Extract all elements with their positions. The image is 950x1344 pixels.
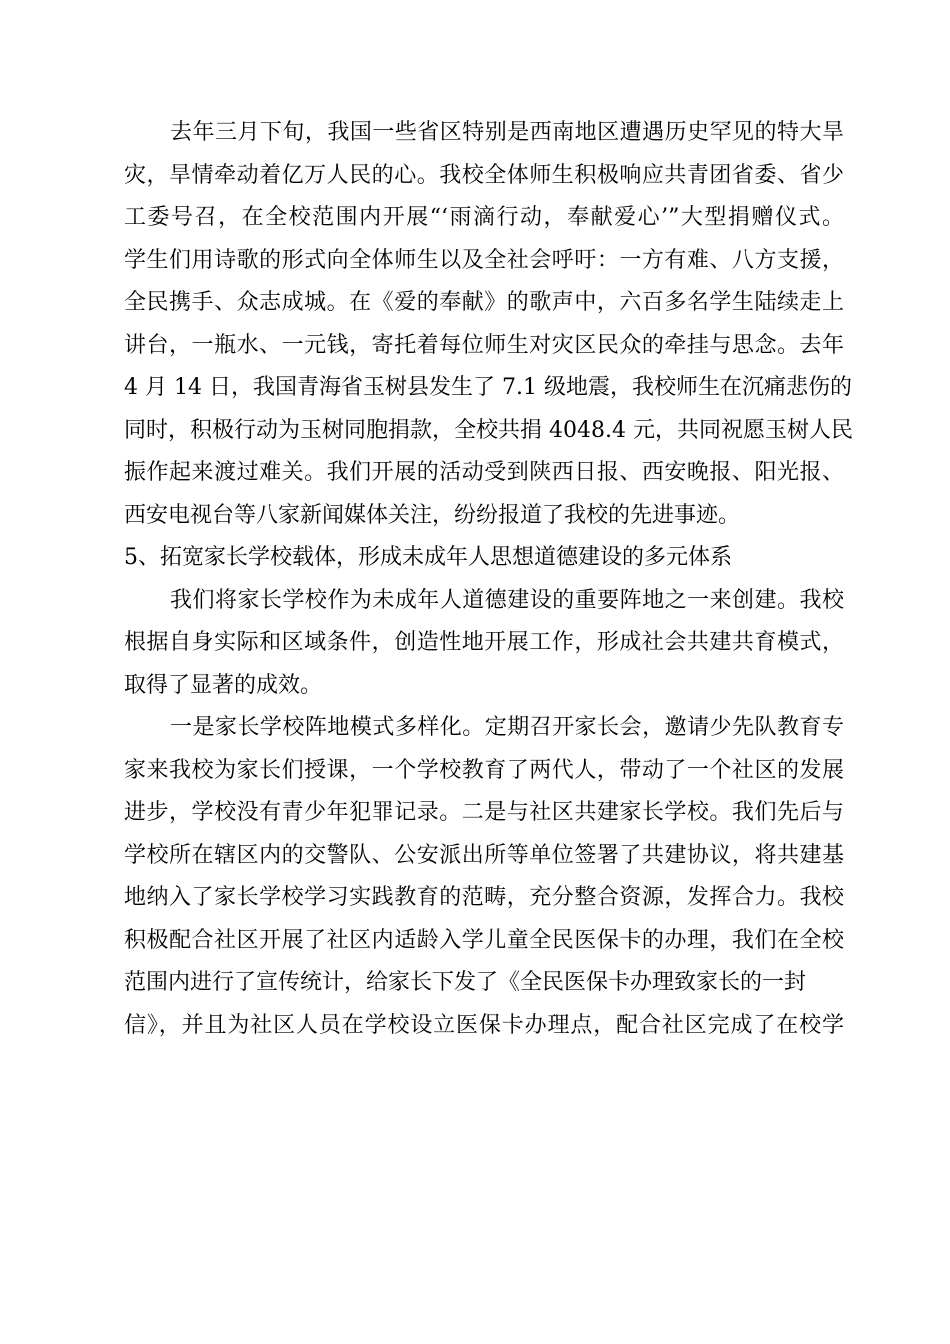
paragraph-line: 学生们用诗歌的形式向全体师生以及全社会呼吁：一方有难、八方支援， bbox=[124, 247, 844, 273]
paragraph-line: 同时，积极行动为玉树同胞捐款，全校共捐 4048.4 元，共同祝愿玉树人民 bbox=[124, 417, 853, 443]
document-body bbox=[124, 112, 853, 1047]
paragraph-line: 家来我校为家长们授课，一个学校教育了两代人，带动了一个社区的发展 bbox=[124, 757, 844, 783]
paragraph-line: 一是家长学校阵地模式多样化。定期召开家长会，邀请少先队教育专 bbox=[170, 715, 844, 740]
paragraph-line: 积极配合社区开展了社区内适龄入学儿童全民医保卡的办理，我们在全校 bbox=[124, 927, 844, 953]
paragraph-line: 4 月 14 日，我国青海省玉树县发生了 7.1 级地震，我校师生在沉痛悲伤的 bbox=[124, 375, 852, 400]
paragraph-line: 进步，学校没有青少年犯罪记录。二是与社区共建家长学校。我们先后与 bbox=[124, 800, 844, 825]
paragraph-line: 信》，并且为社区人员在学校设立医保卡办理点，配合社区完成了在校学 bbox=[124, 1012, 844, 1038]
section-heading: 5、拓宽家长学校载体，形成未成年人思想道德建设的多元体系 bbox=[124, 545, 732, 570]
paragraph-line: 取得了显著的成效。 bbox=[124, 672, 323, 698]
paragraph-line: 去年三月下旬，我国一些省区特别是西南地区遭遇历史罕见的特大旱 bbox=[170, 120, 844, 145]
paragraph-line: 全民携手、众志成城。在《爱的奉献》的歌声中，六百多名学生陆续走上 bbox=[124, 290, 844, 315]
paragraph-line: 工委号召，在全校范围内开展“‘雨滴行动，奉献爱心’”大型捐赠仪式。 bbox=[124, 205, 844, 230]
paragraph-line: 地纳入了家长学校学习实践教育的范畴，充分整合资源，发挥合力。我校 bbox=[124, 885, 844, 910]
paragraph-line: 根据自身实际和区域条件，创造性地开展工作，形成社会共建共育模式， bbox=[124, 630, 844, 655]
paragraph-line: 范围内进行了宣传统计，给家长下发了《全民医保卡办理致家长的一封 bbox=[124, 970, 807, 995]
paragraph-line: 灾，旱情牵动着亿万人民的心。我校全体师生积极响应共青团省委、省少 bbox=[124, 162, 844, 188]
paragraph-line: 西安电视台等八家新闻媒体关注，纷纷报道了我校的先进事迹。 bbox=[124, 502, 741, 528]
paragraph-line: 我们将家长学校作为未成年人道德建设的重要阵地之一来创建。我校 bbox=[170, 587, 844, 613]
paragraph-line: 讲台，一瓶水、一元钱，寄托着每位师生对灾区民众的牵挂与思念。去年 bbox=[124, 332, 844, 358]
paragraph-line: 振作起来渡过难关。我们开展的活动受到陕西日报、西安晚报、阳光报、 bbox=[124, 460, 844, 485]
paragraph-line: 学校所在辖区内的交警队、公安派出所等单位签署了共建协议，将共建基 bbox=[124, 842, 844, 868]
